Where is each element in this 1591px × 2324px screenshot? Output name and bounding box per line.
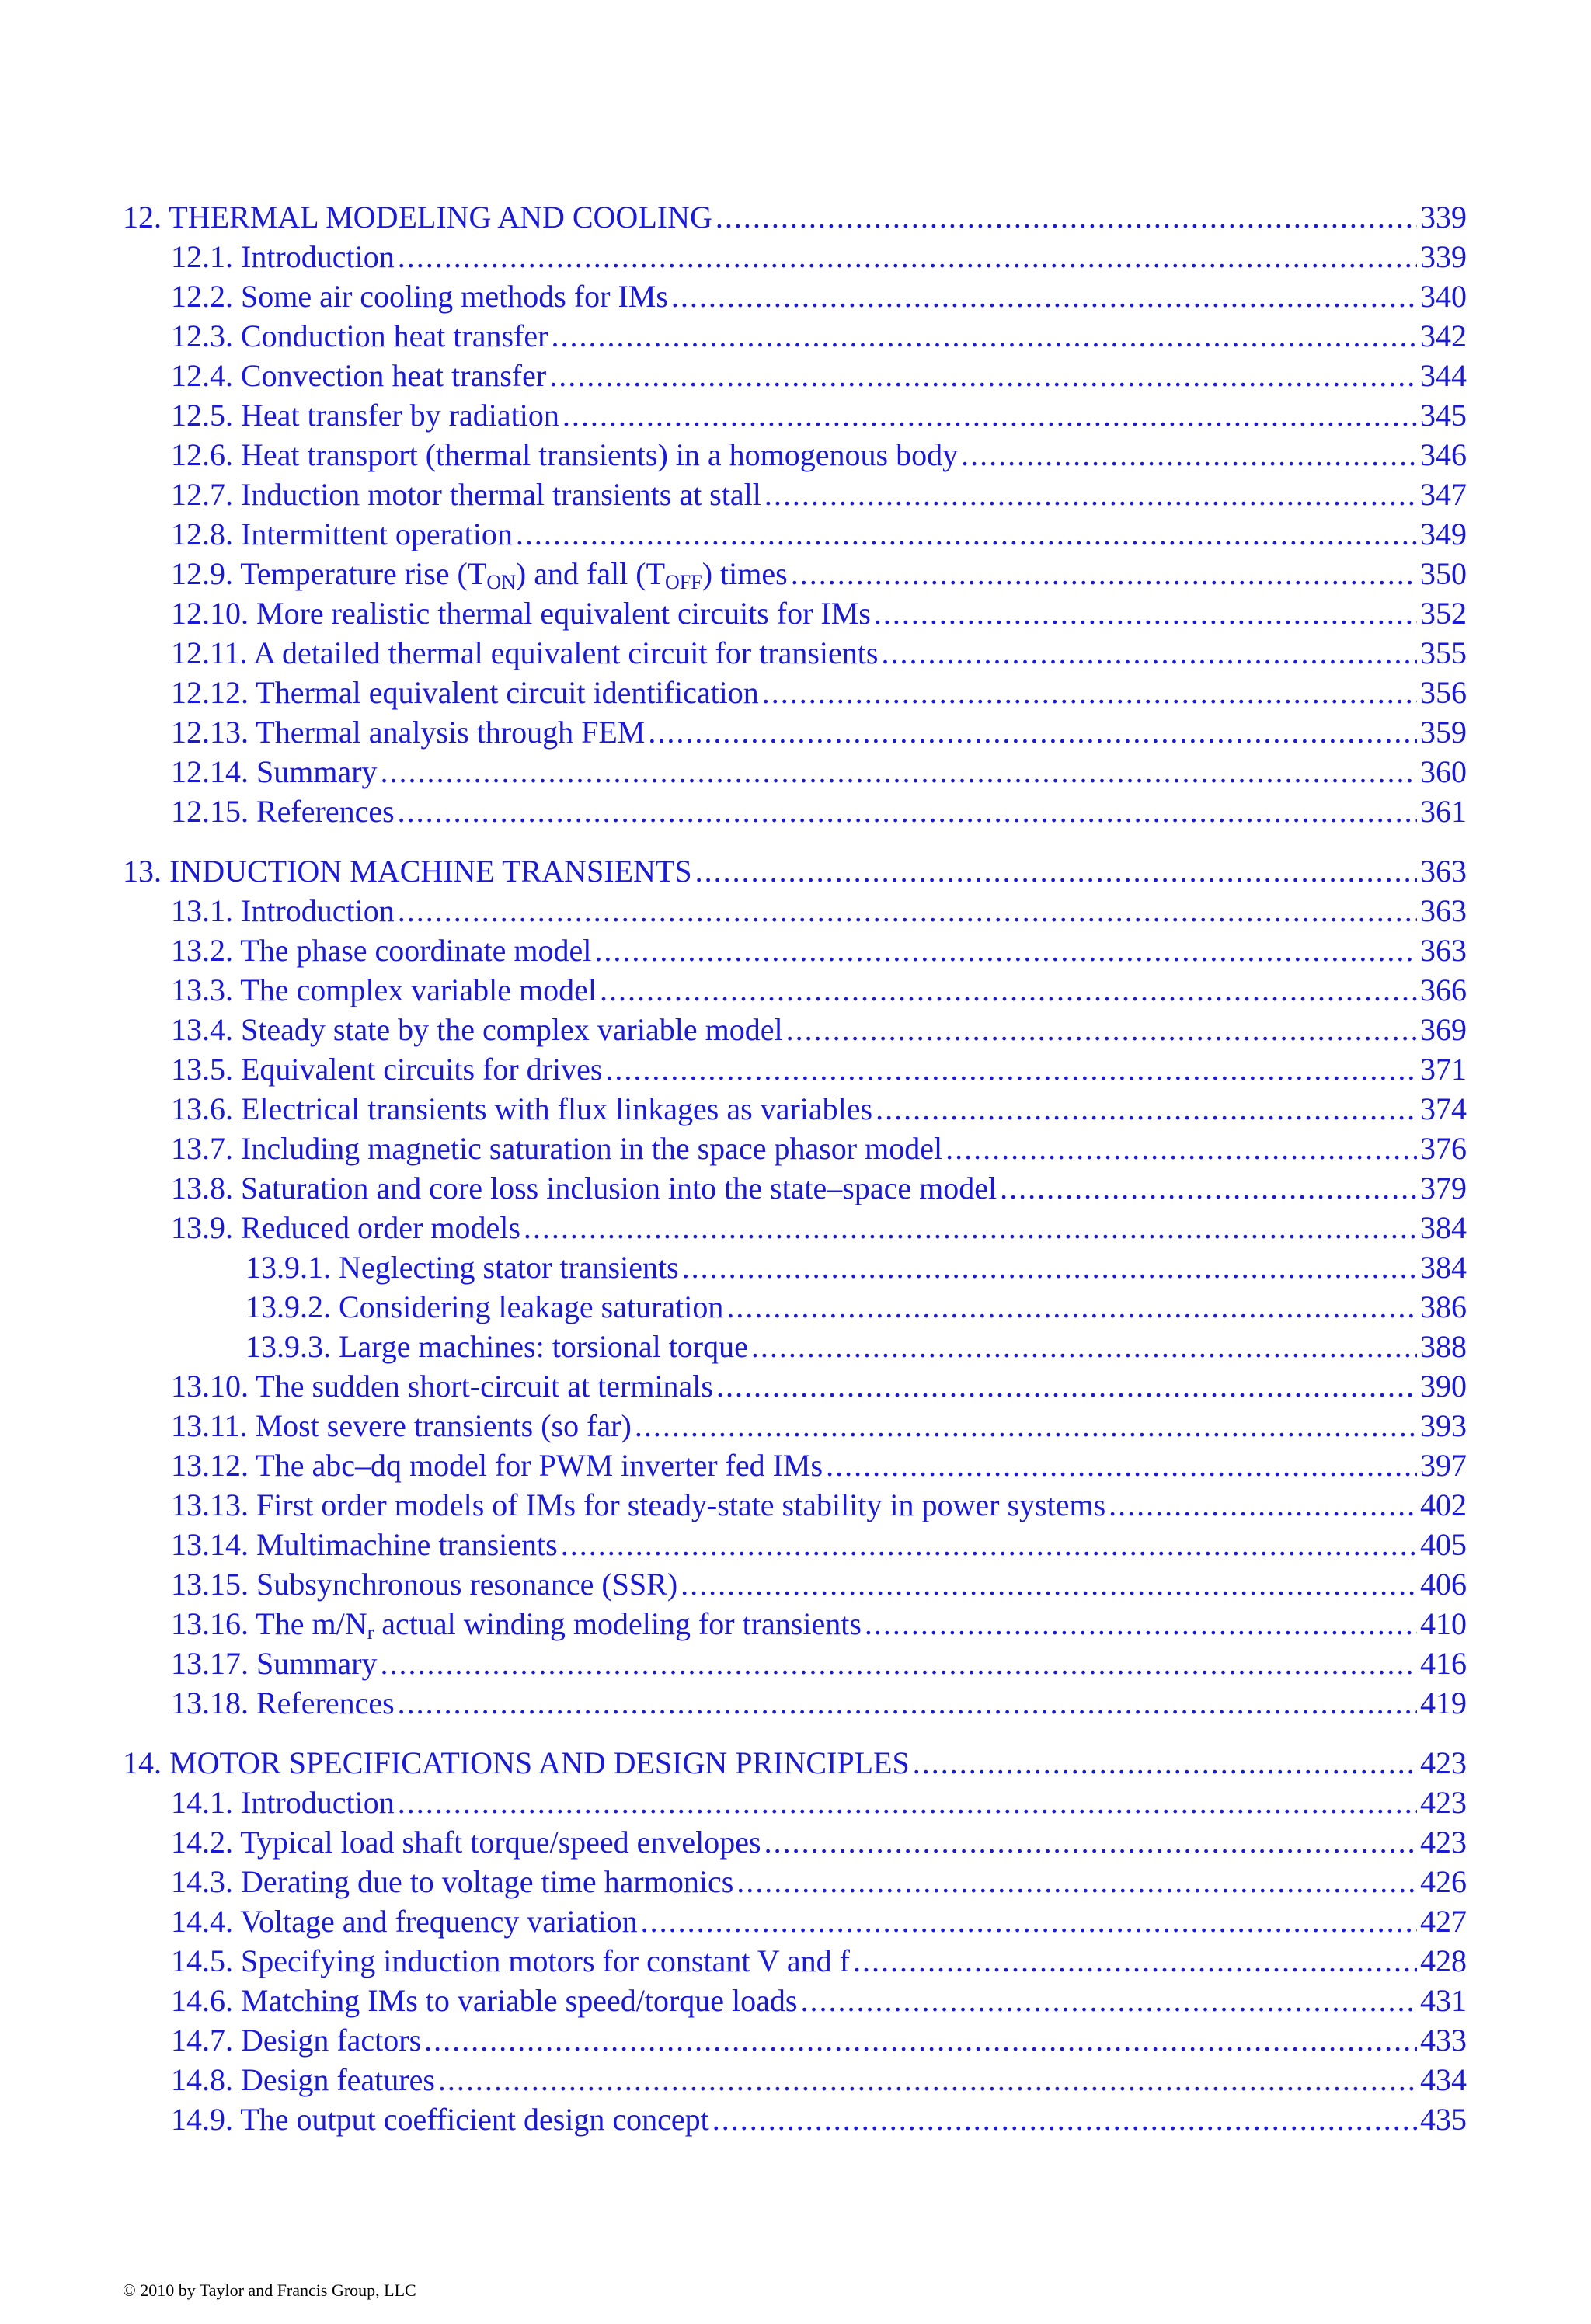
- toc-section-link[interactable]: [123, 1862, 1467, 1901]
- toc-entry-title: [245, 1327, 748, 1366]
- toc-entry-title: [171, 1366, 713, 1406]
- toc-entry-title: [171, 1981, 797, 2020]
- dot-leader: [682, 1247, 1417, 1287]
- toc-entry-title: [171, 2020, 421, 2060]
- toc-page-number: 361: [1420, 794, 1467, 829]
- dot-leader: [398, 791, 1417, 831]
- toc-page-number: 376: [1420, 1131, 1467, 1166]
- title-text: ) times: [702, 556, 788, 591]
- toc-section-link[interactable]: [123, 673, 1467, 712]
- title-text: 13.9. Reduced order models: [171, 1210, 520, 1245]
- title-text: 13.2. The phase coordinate model: [171, 933, 592, 968]
- title-text: 13.16. The m/N: [171, 1606, 367, 1641]
- toc-section-link[interactable]: [123, 1683, 1467, 1723]
- toc-page-number: 350: [1420, 556, 1467, 591]
- title-text: 13.13. First order models of IMs for steady-state stability in power systems: [171, 1487, 1106, 1522]
- toc-entry-title: [171, 2100, 709, 2139]
- dot-leader: [961, 435, 1417, 475]
- toc-page-number: 434: [1420, 2062, 1467, 2097]
- toc-page-number: 369: [1420, 1012, 1467, 1047]
- toc-entry-title: [245, 1247, 679, 1287]
- title-text: 13.12. The abc–dq model for PWM inverter fed IMs: [171, 1448, 823, 1483]
- toc-entry-title: [171, 316, 548, 356]
- toc-entry-title: [171, 1644, 378, 1683]
- title-text: 14.6. Matching IMs to variable speed/torque loads: [171, 1983, 798, 2018]
- title-text: 13.9.3. Large machines: torsional torque: [245, 1329, 748, 1364]
- toc-page-number: 416: [1420, 1646, 1467, 1681]
- dot-leader: [381, 1644, 1417, 1683]
- toc-chapter-link[interactable]: [123, 851, 1467, 891]
- toc-entry-title: [171, 1406, 632, 1446]
- title-subscript: ON: [486, 571, 516, 593]
- toc-section-link[interactable]: [123, 1941, 1467, 1981]
- dot-leader: [764, 1822, 1417, 1862]
- toc-entry-title: [171, 475, 761, 514]
- dot-leader: [712, 2100, 1417, 2139]
- toc-page-number: 428: [1420, 1943, 1467, 1978]
- dot-leader: [516, 514, 1417, 554]
- toc-page-number: 346: [1420, 437, 1467, 472]
- title-text: 12. THERMAL MODELING AND COOLING: [123, 200, 712, 235]
- toc-entry-title: [171, 1525, 558, 1564]
- toc-page-number: 374: [1420, 1091, 1467, 1126]
- toc-subsubsection-link[interactable]: [123, 1287, 1467, 1327]
- dot-leader: [786, 1010, 1417, 1049]
- dot-leader: [635, 1406, 1417, 1446]
- toc-section-link[interactable]: [123, 970, 1467, 1010]
- dot-leader: [762, 673, 1417, 712]
- toc-section-link[interactable]: [123, 2020, 1467, 2060]
- dot-leader: [605, 1049, 1417, 1089]
- toc-entry-title: [171, 2060, 435, 2100]
- toc-page-number: 388: [1420, 1329, 1467, 1364]
- toc-section-link[interactable]: [123, 1446, 1467, 1485]
- title-text: 12.9. Temperature rise (T: [171, 556, 487, 591]
- toc-section-link[interactable]: [123, 931, 1467, 970]
- title-text: 14. MOTOR SPECIFICATIONS AND DESIGN PRINCIPLES: [123, 1745, 910, 1780]
- toc-page-number: 402: [1420, 1487, 1467, 1522]
- toc-page-number: 363: [1420, 854, 1467, 889]
- toc-section-link[interactable]: [123, 277, 1467, 316]
- title-text: 14.5. Specifying induction motors for constant V and f: [171, 1943, 850, 1978]
- title-text: 12.2. Some air cooling methods for IMs: [171, 279, 668, 314]
- toc-entry-title: [171, 554, 788, 593]
- title-text: 12.3. Conduction heat transfer: [171, 318, 548, 353]
- toc-section-link[interactable]: [123, 1089, 1467, 1129]
- toc-entry-title: [171, 931, 591, 970]
- toc-entry-title: [171, 791, 395, 831]
- title-text: 14.7. Design factors: [171, 2023, 422, 2058]
- toc-section-link[interactable]: [123, 1822, 1467, 1862]
- toc-page-number: 431: [1420, 1983, 1467, 2018]
- toc-entry-title: [171, 1604, 862, 1644]
- toc-section-link[interactable]: [123, 1010, 1467, 1049]
- toc-page-number: 344: [1420, 358, 1467, 393]
- title-text: 12.8. Intermittent operation: [171, 517, 513, 551]
- dot-leader: [881, 633, 1417, 673]
- title-text: 14.2. Typical load shaft torque/speed envelopes: [171, 1825, 761, 1860]
- dot-leader: [561, 1525, 1417, 1564]
- toc-page-number: 342: [1420, 318, 1467, 353]
- title-text: 13.3. The complex variable model: [171, 972, 597, 1007]
- toc-entry-title: [171, 1901, 638, 1941]
- toc-page-number: 352: [1420, 596, 1467, 631]
- toc-section-link[interactable]: [123, 1208, 1467, 1247]
- toc-entry-title: [171, 1129, 942, 1168]
- copyright-footer: © 2010 by Taylor and Francis Group, LLC: [123, 2281, 416, 2300]
- dot-leader: [524, 1208, 1417, 1247]
- dot-leader: [600, 970, 1417, 1010]
- toc-page-number: 355: [1420, 635, 1467, 670]
- toc-entry-title: [171, 1446, 823, 1485]
- toc-page-number: 426: [1420, 1864, 1467, 1899]
- toc-page-number: 390: [1420, 1369, 1467, 1404]
- toc-entry-title: [171, 1049, 602, 1089]
- toc-page-number: 363: [1420, 893, 1467, 928]
- toc-entry-title: [171, 435, 958, 475]
- toc-entry-title: [171, 1862, 733, 1901]
- dot-leader: [726, 1287, 1417, 1327]
- toc-entry-title: [171, 1822, 761, 1862]
- toc-entry-title: [123, 851, 692, 891]
- toc-entry-title: [171, 712, 645, 752]
- dot-leader: [398, 237, 1417, 277]
- toc-entry-title: [245, 1287, 723, 1327]
- toc-section-link[interactable]: [123, 1485, 1467, 1525]
- dot-leader: [695, 851, 1417, 891]
- toc-section-link[interactable]: [123, 554, 1467, 593]
- toc-section-link[interactable]: [123, 1168, 1467, 1208]
- title-text: 12.4. Convection heat transfer: [171, 358, 547, 393]
- dot-leader: [381, 752, 1417, 791]
- dot-leader: [562, 395, 1417, 435]
- toc-page-number: 386: [1420, 1289, 1467, 1324]
- toc-page-number: 345: [1420, 398, 1467, 433]
- toc-page-number: 419: [1420, 1686, 1467, 1720]
- toc-section-link[interactable]: [123, 316, 1467, 356]
- toc-section-link[interactable]: [123, 2060, 1467, 2100]
- toc-page-number: 406: [1420, 1567, 1467, 1602]
- title-text: 13.11. Most severe transients (so far): [171, 1408, 632, 1443]
- dot-leader: [826, 1446, 1417, 1485]
- toc-entry-title: [171, 1683, 395, 1723]
- title-text: 12.15. References: [171, 794, 395, 829]
- toc-page-number: 339: [1420, 200, 1467, 235]
- toc-page-number: 397: [1420, 1448, 1467, 1483]
- title-text: 12.6. Heat transport (thermal transients) in a homogenous body: [171, 437, 959, 472]
- toc-section-link[interactable]: [123, 1604, 1467, 1644]
- title-text: 13.15. Subsynchronous resonance (SSR): [171, 1567, 678, 1602]
- toc-entry-title: [171, 752, 378, 791]
- toc-entry-title: [171, 1941, 850, 1981]
- dot-leader: [398, 1683, 1417, 1723]
- toc-entry-title: [123, 1743, 910, 1783]
- dot-leader: [945, 1129, 1417, 1168]
- toc-page-number: 423: [1420, 1785, 1467, 1820]
- toc-page-number: 427: [1420, 1904, 1467, 1939]
- table-of-contents: [123, 197, 1467, 2139]
- toc-page-number: 371: [1420, 1052, 1467, 1087]
- title-text: 12.7. Induction motor thermal transients at stall: [171, 477, 761, 512]
- toc-section-link[interactable]: [123, 1366, 1467, 1406]
- toc-entry-title: [171, 237, 395, 277]
- title-text: 13.8. Saturation and core loss inclusion into the state–space model: [171, 1171, 997, 1205]
- toc-page-number: 339: [1420, 239, 1467, 274]
- toc-page-number: 433: [1420, 2023, 1467, 2058]
- title-text: 13.5. Equivalent circuits for drives: [171, 1052, 603, 1087]
- title-text: 13.9.2. Considering leakage saturation: [245, 1289, 724, 1324]
- dot-leader: [865, 1604, 1417, 1644]
- title-text: 13.4. Steady state by the complex variable model: [171, 1012, 783, 1047]
- toc-section-link[interactable]: [123, 593, 1467, 633]
- toc-chapter-link[interactable]: [123, 1743, 1467, 1783]
- toc-section-link[interactable]: [123, 514, 1467, 554]
- toc-section-link[interactable]: [123, 395, 1467, 435]
- toc-section-link[interactable]: [123, 475, 1467, 514]
- title-text: 12.11. A detailed thermal equivalent circuit for transients: [171, 635, 879, 670]
- toc-page-number: 435: [1420, 2102, 1467, 2137]
- toc-page-number: 356: [1420, 675, 1467, 710]
- dot-leader: [398, 891, 1417, 931]
- dot-leader: [791, 554, 1417, 593]
- toc-section-link[interactable]: [123, 752, 1467, 791]
- title-text: 12.5. Heat transfer by radiation: [171, 398, 559, 433]
- title-text: 14.1. Introduction: [171, 1785, 395, 1820]
- dot-leader: [736, 1862, 1417, 1901]
- toc-subsubsection-link[interactable]: [123, 1327, 1467, 1366]
- dot-leader: [438, 2060, 1417, 2100]
- title-text: 13.6. Electrical transients with flux linkages as variables: [171, 1091, 873, 1126]
- dot-leader: [874, 593, 1417, 633]
- title-text: 13.9.1. Neglecting stator transients: [245, 1250, 679, 1285]
- title-text: 12.14. Summary: [171, 754, 378, 789]
- title-text: 14.3. Derating due to voltage time harmonics: [171, 1864, 734, 1899]
- title-text: 14.8. Design features: [171, 2062, 435, 2097]
- dot-leader: [800, 1981, 1417, 2020]
- toc-section-link[interactable]: [123, 1525, 1467, 1564]
- toc-section-link[interactable]: [123, 237, 1467, 277]
- toc-page-number: 347: [1420, 477, 1467, 512]
- toc-entry-title: [123, 197, 712, 237]
- title-subscript: r: [367, 1621, 374, 1644]
- title-text: 14.9. The output coefficient design concept: [171, 2102, 709, 2137]
- title-text: 12.13. Thermal analysis through FEM: [171, 715, 646, 750]
- dot-leader: [641, 1901, 1417, 1941]
- toc-page-number: 379: [1420, 1171, 1467, 1205]
- toc-section-link[interactable]: [123, 1406, 1467, 1446]
- title-text: 12.10. More realistic thermal equivalent circuits for IMs: [171, 596, 871, 631]
- toc-entry-title: [171, 1010, 783, 1049]
- toc-entry-title: [171, 277, 668, 316]
- dot-leader: [715, 197, 1417, 237]
- toc-page-number: 363: [1420, 933, 1467, 968]
- title-text: 12.1. Introduction: [171, 239, 395, 274]
- toc-entry-title: [171, 1089, 872, 1129]
- toc-entry-title: [171, 395, 559, 435]
- toc-page-number: 405: [1420, 1527, 1467, 1562]
- toc-page-number: 366: [1420, 972, 1467, 1007]
- toc-section-link[interactable]: [123, 1129, 1467, 1168]
- toc-page-number: 423: [1420, 1745, 1467, 1780]
- title-text: ) and fall (T: [515, 556, 666, 591]
- toc-section-link[interactable]: [123, 435, 1467, 475]
- toc-page-number: 384: [1420, 1250, 1467, 1285]
- dot-leader: [1109, 1485, 1417, 1525]
- toc-entry-title: [171, 891, 395, 931]
- dot-leader: [681, 1564, 1417, 1604]
- toc-entry-title: [171, 1168, 997, 1208]
- dot-leader: [671, 277, 1417, 316]
- dot-leader: [764, 475, 1417, 514]
- toc-entry-title: [171, 1485, 1105, 1525]
- title-text: 13.14. Multimachine transients: [171, 1527, 558, 1562]
- toc-section-link[interactable]: [123, 1049, 1467, 1089]
- toc-page-number: 349: [1420, 517, 1467, 551]
- title-text: 13. INDUCTION MACHINE TRANSIENTS: [123, 854, 692, 889]
- toc-page-number: 340: [1420, 279, 1467, 314]
- title-text: 13.10. The sudden short-circuit at terminals: [171, 1369, 713, 1404]
- toc-entry-title: [171, 356, 546, 395]
- toc-page-number: 410: [1420, 1606, 1467, 1641]
- title-text: 14.4. Voltage and frequency variation: [171, 1904, 638, 1939]
- toc-section-link[interactable]: [123, 1564, 1467, 1604]
- toc-page-number: 360: [1420, 754, 1467, 789]
- toc-entry-title: [171, 1564, 677, 1604]
- title-text: 13.1. Introduction: [171, 893, 395, 928]
- dot-leader: [751, 1327, 1417, 1366]
- title-text: 13.18. References: [171, 1686, 395, 1720]
- toc-entry-title: [171, 673, 759, 712]
- dot-leader: [913, 1743, 1417, 1783]
- title-text: actual winding modeling for transients: [374, 1606, 862, 1641]
- toc-page-number: 393: [1420, 1408, 1467, 1443]
- dot-leader: [549, 356, 1417, 395]
- toc-section-link[interactable]: [123, 791, 1467, 831]
- dot-leader: [648, 712, 1417, 752]
- toc-entry-title: [171, 633, 878, 673]
- toc-section-link[interactable]: [123, 2100, 1467, 2139]
- toc-page-number: 384: [1420, 1210, 1467, 1245]
- toc-entry-title: [171, 970, 597, 1010]
- toc-page-number: 423: [1420, 1825, 1467, 1860]
- toc-section-link[interactable]: [123, 1901, 1467, 1941]
- toc-section-link[interactable]: [123, 356, 1467, 395]
- dot-leader: [594, 931, 1417, 970]
- dot-leader: [1000, 1168, 1417, 1208]
- toc-section-link[interactable]: [123, 633, 1467, 673]
- dot-leader: [398, 1783, 1417, 1822]
- toc-entry-title: [171, 1783, 395, 1822]
- dot-leader: [876, 1089, 1417, 1129]
- dot-leader: [424, 2020, 1417, 2060]
- toc-section-link[interactable]: [123, 1981, 1467, 2020]
- dot-leader: [551, 316, 1417, 356]
- toc-section-link[interactable]: [123, 1644, 1467, 1683]
- title-subscript: OFF: [665, 571, 702, 593]
- toc-subsubsection-link[interactable]: [123, 1247, 1467, 1287]
- toc-entry-title: [171, 514, 513, 554]
- title-text: 12.12. Thermal equivalent circuit identification: [171, 675, 759, 710]
- toc-chapter-link[interactable]: [123, 197, 1467, 237]
- toc-section-link[interactable]: [123, 712, 1467, 752]
- dot-leader: [716, 1366, 1417, 1406]
- toc-entry-title: [171, 593, 871, 633]
- title-text: 13.7. Including magnetic saturation in the space phasor model: [171, 1131, 943, 1166]
- toc-section-link[interactable]: [123, 891, 1467, 931]
- toc-section-link[interactable]: [123, 1783, 1467, 1822]
- title-text: 13.17. Summary: [171, 1646, 378, 1681]
- toc-entry-title: [171, 1208, 520, 1247]
- toc-page-number: 359: [1420, 715, 1467, 750]
- dot-leader: [853, 1941, 1417, 1981]
